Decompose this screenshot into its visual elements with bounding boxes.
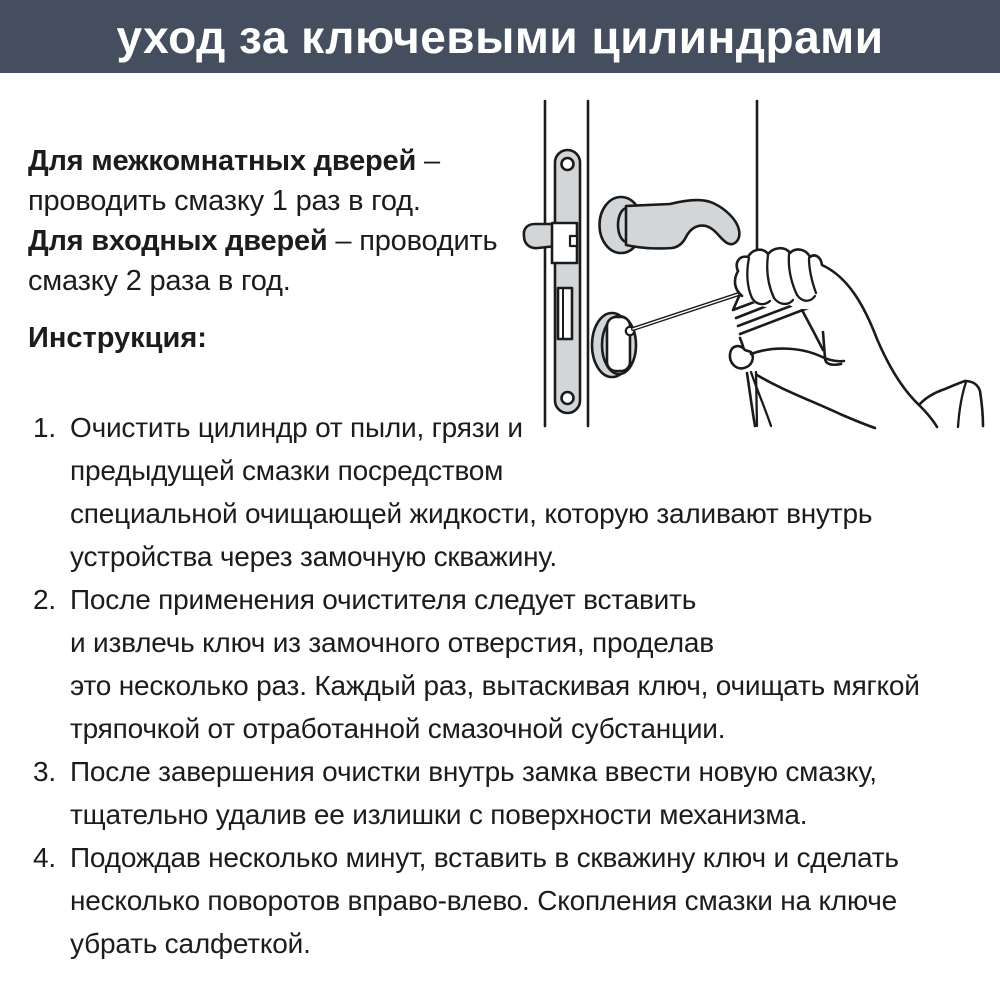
item-line: это несколько раз. Каждый раз, вытаскивая ключ, очищать мягкой bbox=[70, 670, 920, 701]
item-number: 2. bbox=[33, 584, 56, 615]
item-line: После завершения очистки внутрь замка ввести новую смазку, bbox=[70, 756, 877, 787]
item-number: 3. bbox=[33, 756, 56, 787]
instructions-list bbox=[33, 406, 983, 965]
item-line: специальной очищающей жидкости, которую заливают внутрь bbox=[70, 498, 873, 529]
item-number: 1. bbox=[33, 412, 56, 443]
intro-line bbox=[28, 141, 497, 181]
item-line: и извлечь ключ из замочного отверстия, проделав bbox=[70, 627, 714, 658]
intro-line bbox=[28, 221, 497, 261]
mortise-lock-faceplate bbox=[555, 150, 580, 413]
item-line: Подождав несколько минут, вставить в скважину ключ и сделать bbox=[70, 842, 899, 873]
lock-case bbox=[552, 223, 577, 263]
item-line: убрать салфеткой. bbox=[70, 928, 311, 959]
deadbolt-slot bbox=[558, 288, 572, 339]
lock-lubrication-illustration bbox=[500, 95, 1000, 435]
item-line: Очистить цилиндр от пыли, грязи и bbox=[70, 412, 523, 443]
intro-line: проводить смазку 1 раз в год. bbox=[28, 185, 421, 217]
item-number: 4. bbox=[33, 842, 56, 873]
intro-text: – проводить bbox=[327, 225, 498, 257]
item-line: тряпочкой от отработанной смазочной субстанции. bbox=[70, 713, 726, 744]
instruction-item-3 bbox=[33, 750, 983, 836]
instruction-item-4 bbox=[33, 836, 983, 965]
item-line: предыдущей смазки посредством bbox=[70, 455, 504, 486]
intro-text: – bbox=[416, 145, 440, 177]
instruction-item-2 bbox=[33, 578, 983, 750]
intro-line: смазку 2 раза в год. bbox=[28, 265, 291, 297]
page-title: уход за ключевыми цилиндрами bbox=[116, 10, 884, 63]
keyhole-escutcheon bbox=[592, 313, 636, 377]
item-line: тщательно удалив ее излишки с поверхности механизма. bbox=[70, 799, 808, 830]
header-banner bbox=[0, 0, 1000, 73]
intro-bold-interior-doors: Для межкомнатных дверей bbox=[28, 145, 417, 177]
intro-bold-entrance-doors: Для входных дверей bbox=[28, 225, 328, 257]
door-handle bbox=[600, 197, 740, 253]
item-line: устройства через замочную скважину. bbox=[70, 541, 557, 572]
lubricant-straw bbox=[633, 291, 748, 329]
instructions-heading: Инструкция: bbox=[28, 322, 207, 354]
item-line: несколько поворотов вправо-влево. Скопления смазки на ключе bbox=[70, 885, 897, 916]
item-line: После применения очистителя следует вставить bbox=[70, 584, 697, 615]
hand bbox=[730, 248, 983, 428]
intro-paragraph bbox=[28, 141, 497, 301]
